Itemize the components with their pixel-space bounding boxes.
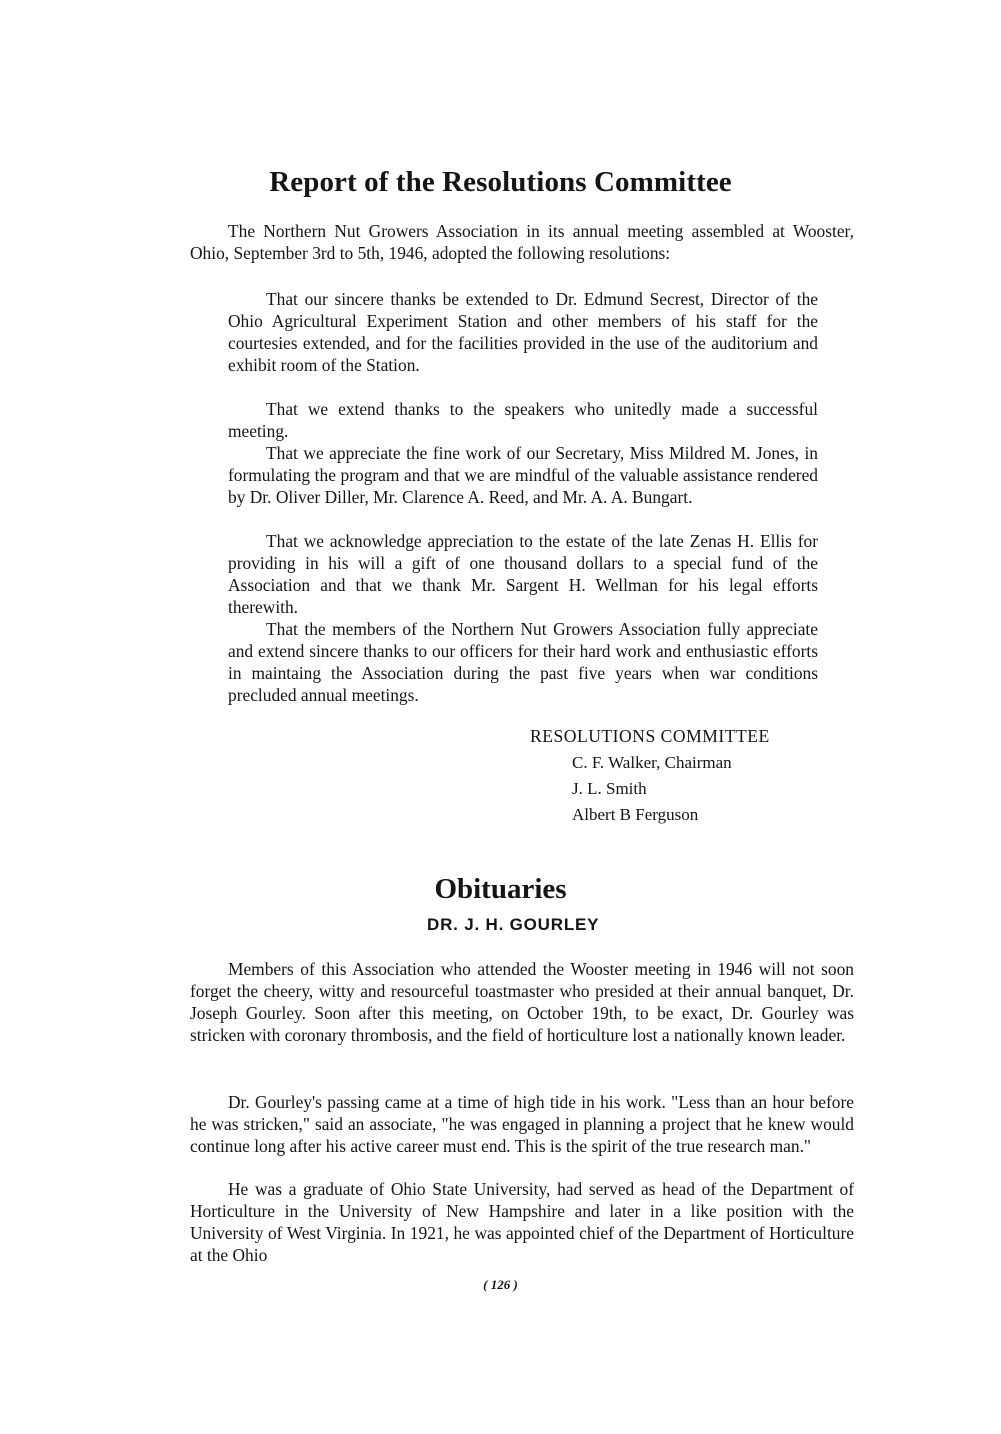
page-number: ( 126 ) [483,1277,518,1292]
resolution-2: That we extend thanks to the speakers who unitedly made a successful meeting. [228,399,818,442]
committee-title: RESOLUTIONS COMMITTEE [530,726,770,746]
committee-member: J. L. Smith [572,779,647,798]
intro-paragraph [190,220,854,264]
resolution-1: That our sincere thanks be extended to Dr. Edmund Secrest, Director of the Ohio Agricultural Experiment Station and other members of his staff for the courtesies extended, and for the facilities provided in the use of the auditorium and exhibit room of the Station. [228,289,818,376]
resolution-3: That we appreciate the fine work of our Secretary, Miss Mildred M. Jones, in formulating the program and that we are mindful of the valuable assistance rendered by Dr. Oliver Diller, Mr. Clarence A. Reed, and Mr. A. A. Bungart. [228,443,818,508]
obituaries-title: Obituaries [434,873,567,905]
committee-member: Albert B Ferguson [572,805,699,824]
obituary-paragraph-3: He was a graduate of Ohio State University, had served as head of the Department of Horticulture in the University of New Hampshire and later in a like position with the University of West Virginia. In 1921, he was appointed chief of the Department of Horticulture at the Ohio [190,1179,854,1266]
obituary-subtitle: DR. J. H. GOURLEY [427,915,600,934]
obituary-paragraph-1: Members of this Association who attended the Wooster meeting in 1946 will not soon forget the cheery, witty and resourceful toastmaster who presided at their annual banquet, Dr. Joseph Gourley. Soon after this meeting, on October 19th, to be exact, Dr. Gourley was stricken with coronary thrombosis, and the field of horticulture lost a nationally known leader. [190,959,854,1046]
resolution-4: That we acknowledge appreciation to the estate of the late Zenas H. Ellis for providing in his will a gift of one thousand dollars to a special fund of the Association and that we thank Mr. Sargent H. Wellman for his legal efforts therewith. [228,531,818,618]
intro-text: The Northern Nut Growers Association in its annual meeting assembled at Wooster, Ohio, September 3rd to 5th, 1946, adopted the following resolutions: [190,221,854,264]
committee-member: C. F. Walker, Chairman [572,753,732,772]
resolution-5: That the members of the Northern Nut Growers Association fully appreciate and extend sincere thanks to our officers for their hard work and enthusiastic efforts in maintaing the Association during the past five years when war conditions precluded annual meetings. [228,619,818,706]
obituary-paragraph-2: Dr. Gourley's passing came at a time of high tide in his work. "Less than an hour before he was stricken," said an associate, "he was engaged in planning a project that he knew would continue long after his active career must end. This is the spirit of the true research man." [190,1092,854,1157]
report-title: Report of the Resolutions Committee [269,166,732,198]
